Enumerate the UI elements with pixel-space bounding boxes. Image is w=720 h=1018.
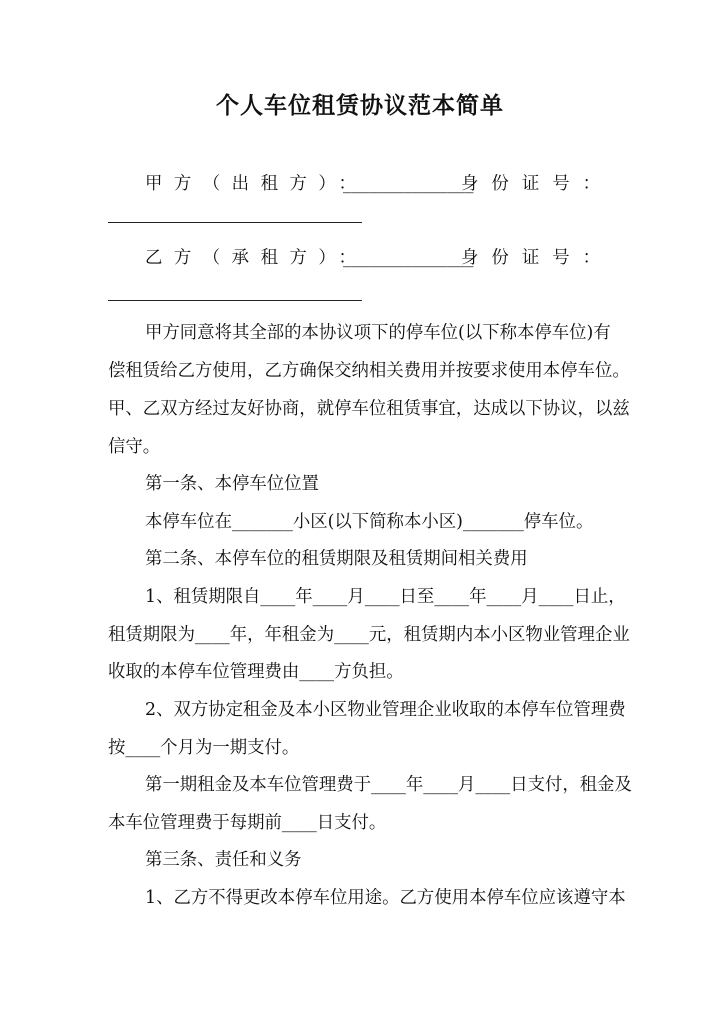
article-3-heading: 第三条、责任和义务 [145, 850, 302, 870]
intro-line: 信守。 [108, 437, 161, 457]
article-2-item-2-line: 2、双方协定租金及本小区物业管理企业收取的本停车位管理费 [145, 700, 626, 720]
party-a-id-blank [108, 222, 362, 223]
intro-line: 甲、乙双方经过友好协商，就停车位租赁事宜，达成以下协议，以兹 [108, 399, 630, 419]
article-3-item-1-line: 1、乙方不得更改本停车位用途。乙方使用本停车位应该遵守本 [145, 888, 626, 908]
party-a-line [145, 165, 613, 203]
article-1-heading: 第一条、本停车位位置 [145, 474, 319, 494]
party-b-id-label: 身份证号： [461, 248, 613, 268]
party-b-line [145, 239, 613, 277]
party-b-label: 乙方（承租方）： [145, 248, 368, 268]
intro-line: 偿租赁给乙方使用，乙方确保交纳相关费用并按要求使用本停车位。 [108, 361, 630, 381]
article-1-text: 本停车位在_______小区(以下简称本小区)_______停车位。 [145, 512, 594, 532]
article-2-item-2-line: 按____个月为一期支付。 [108, 738, 300, 758]
article-2-item-1-line: 1、租赁期限自____年____月____日至____年____月____日止， [145, 587, 626, 607]
article-2-item-3-line: 本车位管理费于每期前____日支付。 [108, 813, 387, 833]
party-a-label: 甲方（出租方）： [145, 174, 368, 194]
party-a-id-label: 身份证号： [461, 174, 613, 194]
article-2-heading: 第二条、本停车位的租赁期限及租赁期间相关费用 [145, 549, 528, 569]
document-title: 个人车位租赁协议范本简单 [216, 92, 504, 119]
party-a-name-blank: _______________ [343, 174, 474, 194]
intro-line: 甲方同意将其全部的本协议项下的停车位(以下称本停车位)有 [145, 323, 611, 343]
article-2-item-1-line: 租赁期限为____年，年租金为____元，租赁期内本小区物业管理企业 [108, 625, 630, 645]
article-2-item-1-line: 收取的本停车位管理费由____方负担。 [108, 662, 404, 682]
party-b-name-blank: _______________ [343, 248, 474, 268]
party-b-id-blank [108, 300, 362, 301]
article-2-item-3-line: 第一期租金及本车位管理费于____年____月____日支付，租金及 [145, 775, 632, 795]
